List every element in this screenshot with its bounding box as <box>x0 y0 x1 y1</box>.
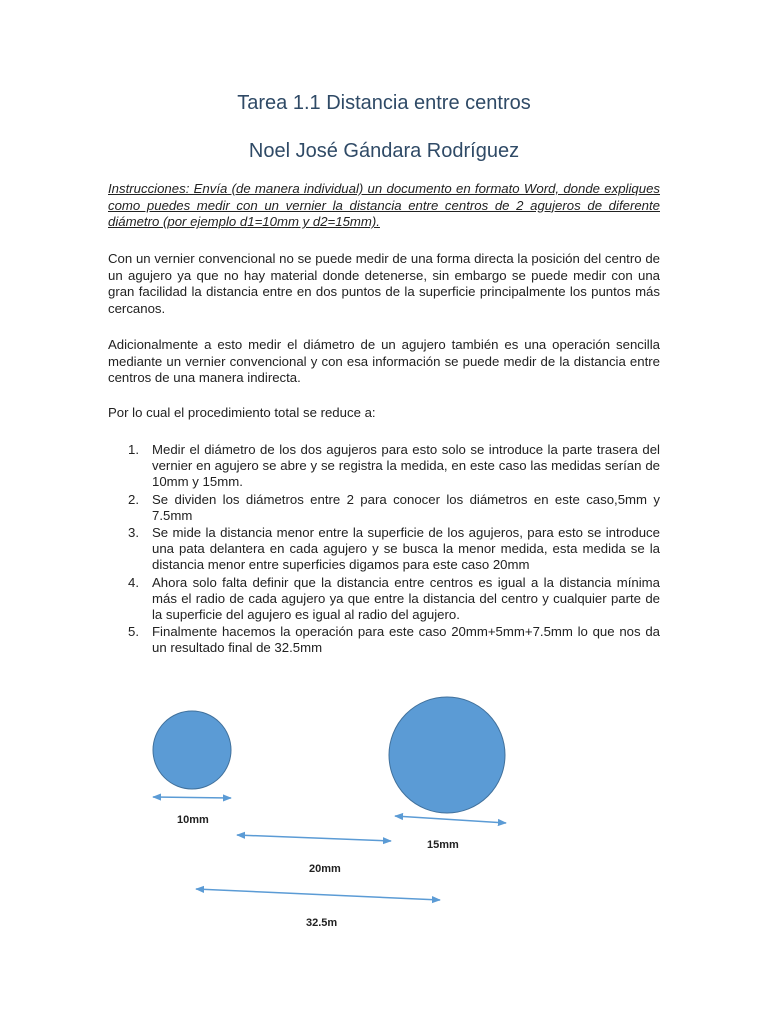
document-author: Noel José Gándara Rodríguez <box>248 140 520 162</box>
center-distance-arrow <box>196 889 440 900</box>
procedure-list <box>108 442 660 658</box>
list-item <box>108 492 660 524</box>
body-paragraph-3: Por lo cual el procedimiento total se reduce a: <box>108 405 376 420</box>
large-hole-circle <box>389 697 505 813</box>
list-number: 5. <box>128 624 139 640</box>
large-diameter-label: 15mm <box>427 839 459 851</box>
list-number: 3. <box>128 525 139 541</box>
list-number: 2. <box>128 491 139 507</box>
small-diameter-label: 10mm <box>177 814 209 826</box>
body-paragraph-1: Con un vernier convencional no se puede medir de una forma directa la posición del centro de un agujero ya que no hay material donde detenerse, sin embargo se puede medir con una gran facilidad la distancia entre en dos puntos de la superficie principalmente los puntos más cercanos. <box>108 251 660 316</box>
list-item-text: Se dividen los diámetros entre 2 para conocer los diámetros en este caso,5mm y 7.5mm <box>152 491 660 523</box>
gap-distance-label: 20mm <box>309 863 341 875</box>
hole-distance-diagram <box>0 690 768 940</box>
list-item-text: Ahora solo falta definir que la distancia entre centros es igual a la distancia mínima más el radio de cada agujero ya que entre la distancia del centro y cualquier parte de la superficie del agujero es igual al radio del agujero. <box>152 574 660 623</box>
list-item <box>108 442 660 491</box>
list-item-text: Finalmente hacemos la operación para este caso 20mm+5mm+7.5mm lo que nos da un resultado final de 32.5mm <box>152 624 660 656</box>
instructions-paragraph: Instrucciones: Envía (de manera individual) un documento en formato Word, donde expliques como puedes medir con un vernier la distancia entre centros de 2 agujeros de diferente diámetro (por ejemplo d1=10mm y d2=15mm). <box>108 181 660 230</box>
list-number: 1. <box>128 442 139 457</box>
list-item <box>108 624 660 656</box>
list-item-text: Se mide la distancia menor entre la superficie de los agujeros, para esto se introduce una pata delantera en cada agujero y se busca la menor medida, esta medida se la distancia menor entre superficies digamos para este caso 20mm <box>152 525 660 573</box>
document-title: Tarea 1.1 Distancia entre centros <box>237 92 531 114</box>
list-item <box>108 525 660 574</box>
gap-distance-arrow <box>237 835 391 841</box>
body-paragraph-2: Adicionalmente a esto medir el diámetro de un agujero también es una operación sencilla mediante un vernier convencional y con esa información se puede medir de la distancia entre centros de una manera indirecta. <box>108 337 660 386</box>
list-item <box>108 575 660 624</box>
small-diameter-arrow <box>153 797 231 798</box>
list-number: 4. <box>128 574 139 590</box>
large-diameter-arrow <box>395 816 506 823</box>
center-distance-label: 32.5m <box>306 917 338 929</box>
list-item-text: Medir el diámetro de los dos agujeros para esto solo se introduce la parte trasera del vernier en agujero se abre y se registra la medida, en este caso las medidas serían de 10mm y 15mm. <box>152 442 660 490</box>
small-hole-circle <box>153 711 231 789</box>
